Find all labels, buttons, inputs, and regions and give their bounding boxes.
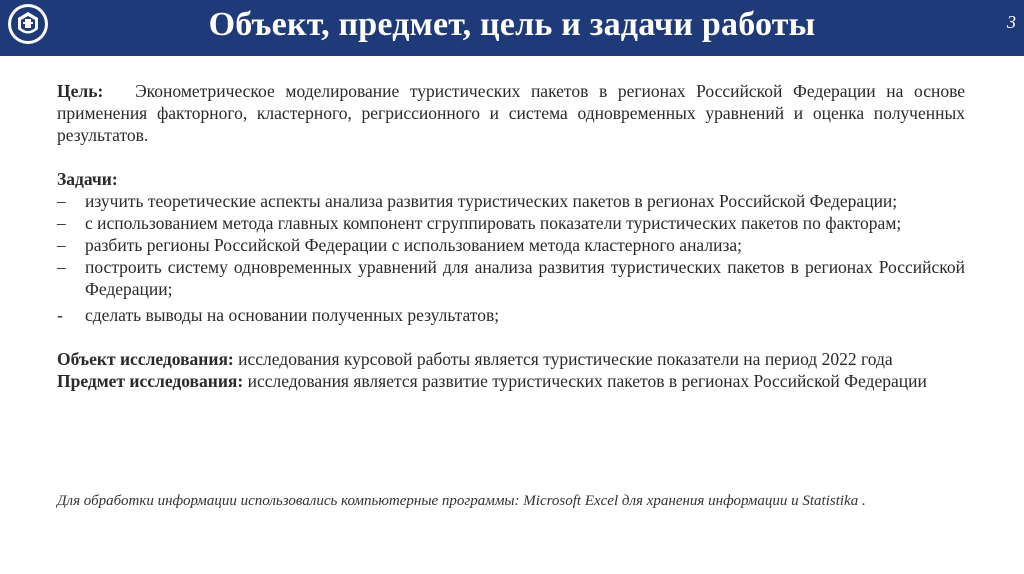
- object-text: исследования курсовой работы является туристические показатели на период 2022 года: [233, 349, 893, 369]
- subject-label: Предмет исследования:: [57, 371, 244, 391]
- subject-text: исследования является развитие туристических пакетов в регионах Российской Федерации: [243, 371, 927, 391]
- slide-title: Объект, предмет, цель и задачи работы: [208, 6, 816, 43]
- task-text: разбить регионы Российской Федерации с использованием метода кластерного анализа;: [85, 235, 742, 255]
- slide-number: 3: [1007, 12, 1016, 32]
- tools-note: Для обработки информации использовались компьютерные программы: Microsoft Excel для хранения информации и Statistika .: [57, 493, 866, 509]
- goal-paragraph: [57, 80, 965, 146]
- task-text: изучить теоретические аспекты анализа развития туристических пакетов в регионах Российской Федерации;: [85, 191, 898, 211]
- list-item: – с использованием метода главных компонент сгруппировать показатели туристических пакетов по факторам;: [57, 213, 902, 233]
- list-item: – построить систему одновременных уравнений для анализа развития туристических пакетов в регионах Российской Федерации;: [57, 257, 965, 299]
- slide-body: [57, 80, 965, 392]
- list-item: – изучить теоретические аспекты анализа развития туристических пакетов в регионах Российской Федерации;: [57, 191, 898, 211]
- task-text: построить систему одновременных уравнений для анализа развития туристических пакетов в регионах Российской Федерации;: [85, 257, 965, 299]
- object-label: Объект исследования:: [57, 349, 234, 369]
- list-item: - сделать выводы на основании полученных результатов;: [57, 305, 500, 325]
- subject-paragraph: [57, 370, 965, 392]
- tasks-list: [57, 190, 965, 300]
- goal-label: Цель:: [57, 81, 104, 101]
- tasks-label: Задачи:: [57, 169, 118, 189]
- goal-text: Эконометрическое моделирование туристических пакетов в регионах Российской Федерации на основе применения факторного, кластерного, регриссионного и система одновременных уравнений и оценка полученных результатов.: [57, 81, 965, 145]
- task-text: сделать выводы на основании полученных результатов;: [85, 305, 500, 325]
- object-paragraph: [57, 348, 965, 370]
- list-item: – разбить регионы Российской Федерации с использованием метода кластерного анализа;: [57, 235, 742, 255]
- task-text: с использованием метода главных компонент сгруппировать показатели туристических пакетов по факторам;: [85, 213, 902, 233]
- title-bar: [0, 0, 1024, 56]
